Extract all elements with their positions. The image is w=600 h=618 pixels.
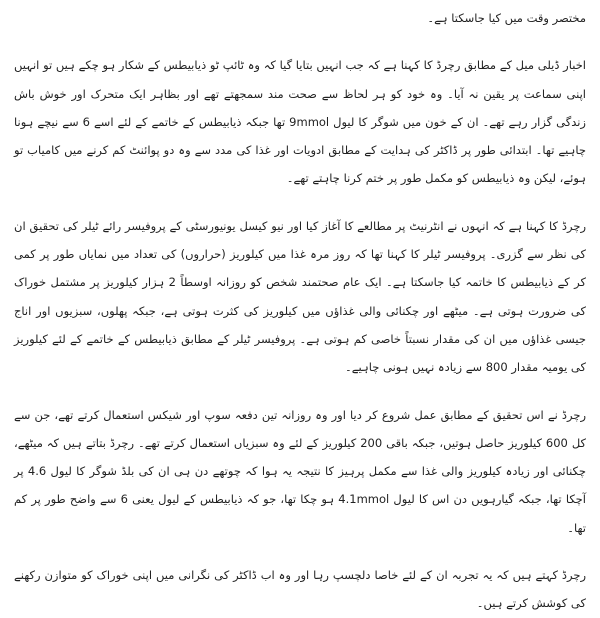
article-paragraph: اخبار ڈیلی میل کے مطابق رچرڈ کا کہنا ہے کہ جب انہیں بتایا گیا کہ وہ ٹائپ ٹو ذیابیطس کے شکار ہو چکے ہیں تو انہیں اپنی سماعت پر یقین نہ آیا۔ وہ خود کو ہر لحاظ سے صحت مند سمجھتے تھے اور بظاہر ایک متحرک اور خوش باش زندگی گزار رہے تھے۔ ان کے خون میں شوگر کا لیول 9mmol تھا جبکہ ذیابیطس کے خاتمے کے لئے اسے 6 سے نیچے ہونا چاہیے تھا۔ ابتدائی طور پر ڈاکٹر کی ہدایت کے مطابق ادویات اور غذا کی مدد سے وہ دو پوائنٹ کم کرنے میں کامیاب تو ہوئے، لیکن وہ ذیابیطس کو مکمل طور پر ختم کرنا چاہتے تھے۔: [14, 58, 586, 186]
article-paragraph: رچرڈ نے اس تحقیق کے مطابق عمل شروع کر دیا اور وہ روزانہ تین دفعہ سوپ اور شیکس استعمال کرتے تھے، جن سے کل 600 کیلوریز حاصل ہوتیں، جبکہ باقی 200 کیلوریز کے لئے وہ سبزیاں استعمال کرتے تھے۔ رچرڈ بتاتے ہیں کہ میٹھے، چکنائی اور زیادہ کیلوریز والی غذا سے مکمل پرہیز کا نتیجہ یہ ہوا کہ چوتھے دن ہی ان کی بلڈ شوگر کا لیول 4.6 پر آچکا تھا، جبکہ گیارہویں دن اس کا لیول 4.1mmol ہو چکا تھا، جو کہ ذیابیطس کے لیول یعنی 6 سے واضح طور پر کم تھا۔: [14, 407, 587, 535]
article-lead-line: مختصر وقت میں کیا جاسکتا ہے۔: [427, 11, 586, 25]
article-paragraph: رچرڈ کا کہنا ہے کہ انہوں نے انٹرنیٹ پر مطالعے کا آغاز کیا اور نیو کیسل یونیورسٹی کے پروفیسر رائے ٹیلر کی تحقیق ان کی نظر سے گزری۔ پروفیسر ٹیلر کا کہنا تھا کہ روز مرہ غذا میں کیلوریز (حراروں) کی تعداد میں نمایاں طور پر کمی کر کے ذیابیطس کا خاتمہ کیا جاسکتا ہے۔ ایک عام صحتمند شخص کو روزانہ اوسطاً 2 ہزار کیلوریز پر مشتمل خوراک کی ضرورت ہوتی ہے۔ میٹھے اور چکنائی والی غذاؤں میں کیلوریز کی کثرت ہوتی ہے، جبکہ پھلوں، سبزیوں اور اناج جیسی غذاؤں میں ان کی مقدار نسبتاً خاصی کم ہوتی ہے۔ پروفیسر ٹیلر کے مطابق ذیابیطس کے خاتمے کے لئے کیلوریز کی یومیہ مقدار 800 سے زیادہ نہیں ہونی چاہیے۔: [14, 218, 586, 375]
article-partial-line: رچرڈ کہتے ہیں کہ یہ تجربہ ان کے لئے خاصا دلچسپ رہا اور وہ اب ڈاکٹر کی نگرانی میں اپنی خوراک کو متوازن رکھنے کی کوشش کرتے ہیں۔: [14, 568, 586, 611]
